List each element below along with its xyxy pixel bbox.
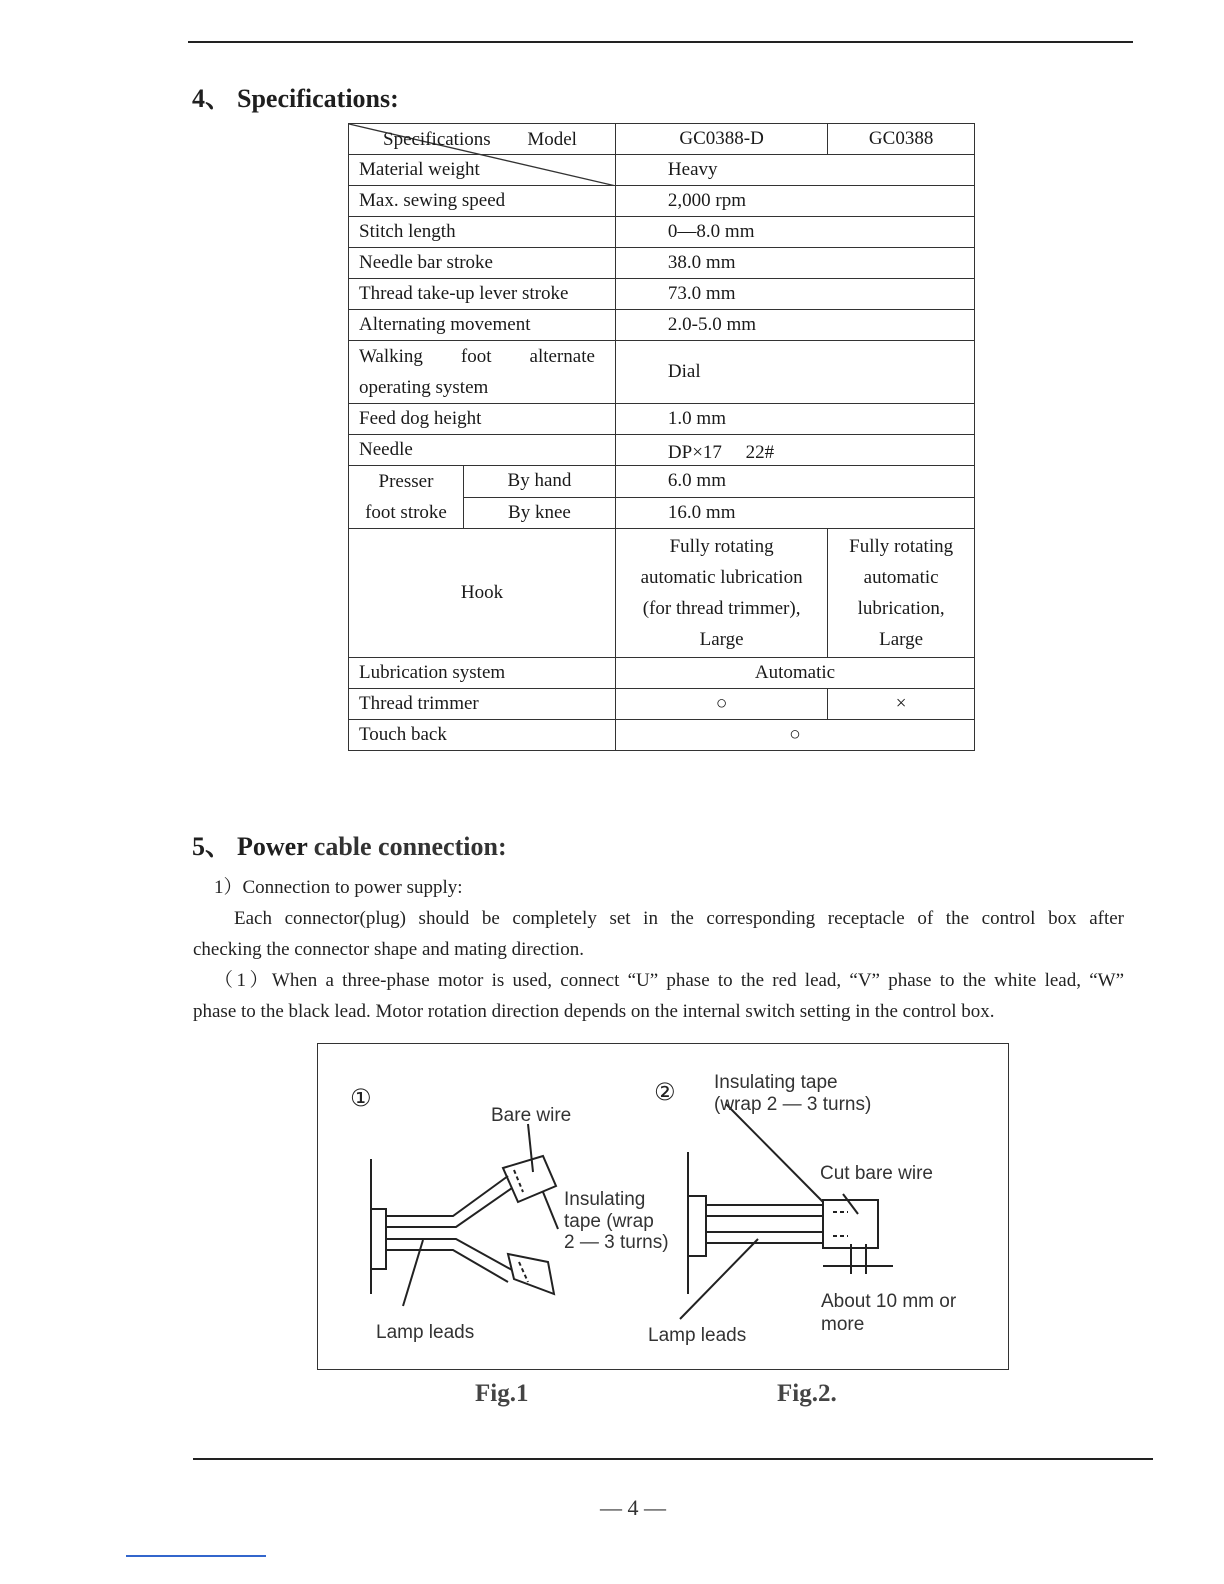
trimmer-col1: ○ xyxy=(615,689,827,720)
section-5-title-b: cable connection: xyxy=(313,832,507,861)
hook-col2-line: lubrication, xyxy=(857,598,945,619)
row-label: Material weight xyxy=(349,155,616,186)
row-label: Touch back xyxy=(349,720,616,751)
header-model: Model xyxy=(527,129,577,150)
hook-col1-line: automatic lubrication xyxy=(640,567,803,588)
row-value: Automatic xyxy=(615,658,974,689)
section-4-title: Specifications: xyxy=(237,84,399,113)
bare-wire-label: Bare wire xyxy=(491,1105,572,1126)
table-row xyxy=(349,466,975,498)
presser-label-line2: foot stroke xyxy=(365,502,447,523)
header-col-gc0388: GC0388 xyxy=(828,124,975,155)
row-label xyxy=(349,341,616,404)
presser-by-knee: By knee xyxy=(463,497,615,529)
hook-col2-line: Large xyxy=(879,629,924,650)
table-header-row xyxy=(349,124,975,155)
paragraph-each-connector: Each connector(plug) should be completely set in the corresponding receptacle of the control box after xyxy=(234,908,1124,929)
row-value: 2,000 rpm xyxy=(615,186,974,217)
table-row xyxy=(349,529,975,658)
section-5-heading xyxy=(192,826,507,863)
table-row xyxy=(349,248,975,279)
lamp-leads-fig1-label: Lamp leads xyxy=(376,1322,475,1343)
table-row xyxy=(349,186,975,217)
row-label: Feed dog height xyxy=(349,404,616,435)
insulating-tape-fig1-line: 2 — 3 turns) xyxy=(564,1232,669,1253)
header-col-gc0388-d: GC0388-D xyxy=(615,124,827,155)
presser-by-knee-value: 16.0 mm xyxy=(615,497,974,529)
row-value: Heavy xyxy=(615,155,974,186)
cut-bare-wire-label: Cut bare wire xyxy=(820,1163,933,1184)
insulating-tape-fig1-line: Insulating xyxy=(564,1189,646,1210)
specifications-table xyxy=(348,123,975,751)
walking-label-line2: operating system xyxy=(359,377,489,398)
table-row xyxy=(349,279,975,310)
bottom-rule xyxy=(193,1458,1153,1460)
table-row xyxy=(349,720,975,751)
table-row xyxy=(349,658,975,689)
row-label: Lubrication system xyxy=(349,658,616,689)
hook-col1-line: Large xyxy=(699,629,744,650)
fig2-marker: ② xyxy=(654,1079,676,1106)
trimmer-col2: × xyxy=(828,689,975,720)
wiring-diagram xyxy=(318,1044,1008,1369)
row-label: Needle bar stroke xyxy=(349,248,616,279)
section-5-title-a: Power xyxy=(237,832,308,861)
paragraph-connection: 1）Connection to power supply: xyxy=(214,877,463,898)
insulating-tape-fig2-line: (wrap 2 — 3 turns) xyxy=(714,1094,872,1115)
row-value: 2.0-5.0 mm xyxy=(615,310,974,341)
row-value: 38.0 mm xyxy=(615,248,974,279)
presser-label-line1: Presser xyxy=(378,471,434,492)
row-label: Thread trimmer xyxy=(349,689,616,720)
fig2-caption: Fig.2. xyxy=(777,1380,837,1407)
table-row xyxy=(349,404,975,435)
row-value: 73.0 mm xyxy=(615,279,974,310)
table-row xyxy=(349,341,975,404)
row-label: Stitch length xyxy=(349,217,616,248)
walking-label-line1: Walking foot alternate xyxy=(359,346,595,367)
section-5-number: 5、 xyxy=(192,832,232,861)
row-value: ○ xyxy=(615,720,974,751)
section-4-number: 4、 xyxy=(192,84,232,113)
hook-col1-line: (for thread trimmer), xyxy=(642,598,801,619)
section-4-heading xyxy=(192,78,399,115)
table-row xyxy=(349,689,975,720)
presser-by-hand: By hand xyxy=(463,466,615,498)
diagonal-header-cell xyxy=(349,124,616,155)
header-specifications: Specifications xyxy=(383,129,491,150)
paragraph-three-phase: （1）When a three-phase motor is used, connect “U” phase to the red lead, “V” phase to the white lead, “W” xyxy=(214,970,1124,991)
row-value: 0—8.0 mm xyxy=(615,217,974,248)
table-row xyxy=(349,435,975,466)
about-10mm-line: About 10 mm or xyxy=(821,1291,957,1312)
row-value: DP×17 22# xyxy=(615,435,974,466)
row-label: Max. sewing speed xyxy=(349,186,616,217)
link-underline[interactable] xyxy=(126,1555,266,1557)
presser-label xyxy=(349,466,464,529)
hook-col1 xyxy=(615,529,827,658)
hook-label: Hook xyxy=(349,529,616,658)
paragraph-each-connector-cont: checking the connector shape and mating direction. xyxy=(193,939,584,960)
fig1-marker: ① xyxy=(350,1085,372,1112)
hook-col2 xyxy=(828,529,975,658)
row-value: Dial xyxy=(615,341,974,404)
bleed-through-decoration xyxy=(955,80,961,107)
top-rule xyxy=(188,41,1133,43)
table-row xyxy=(349,217,975,248)
page-number: — 4 — xyxy=(600,1495,666,1520)
insulating-tape-fig1-line: tape (wrap xyxy=(564,1211,654,1232)
insulating-tape-fig2-line: Insulating tape xyxy=(714,1072,838,1093)
fig1-caption: Fig.1 xyxy=(475,1380,529,1407)
hook-col1-line: Fully rotating xyxy=(669,536,774,557)
about-10mm-line: more xyxy=(821,1314,865,1335)
hook-col2-line: automatic xyxy=(863,567,939,588)
row-label: Needle xyxy=(349,435,616,466)
figure-box xyxy=(317,1043,1009,1370)
presser-by-hand-value: 6.0 mm xyxy=(615,466,974,498)
lamp-leads-fig2-label: Lamp leads xyxy=(648,1325,747,1346)
hook-col2-line: Fully rotating xyxy=(849,536,954,557)
row-label: Alternating movement xyxy=(349,310,616,341)
table-row xyxy=(349,310,975,341)
row-value: 1.0 mm xyxy=(615,404,974,435)
row-label: Thread take-up lever stroke xyxy=(349,279,616,310)
paragraph-three-phase-cont: phase to the black lead. Motor rotation direction depends on the internal switch setting in the control box. xyxy=(193,1001,995,1022)
